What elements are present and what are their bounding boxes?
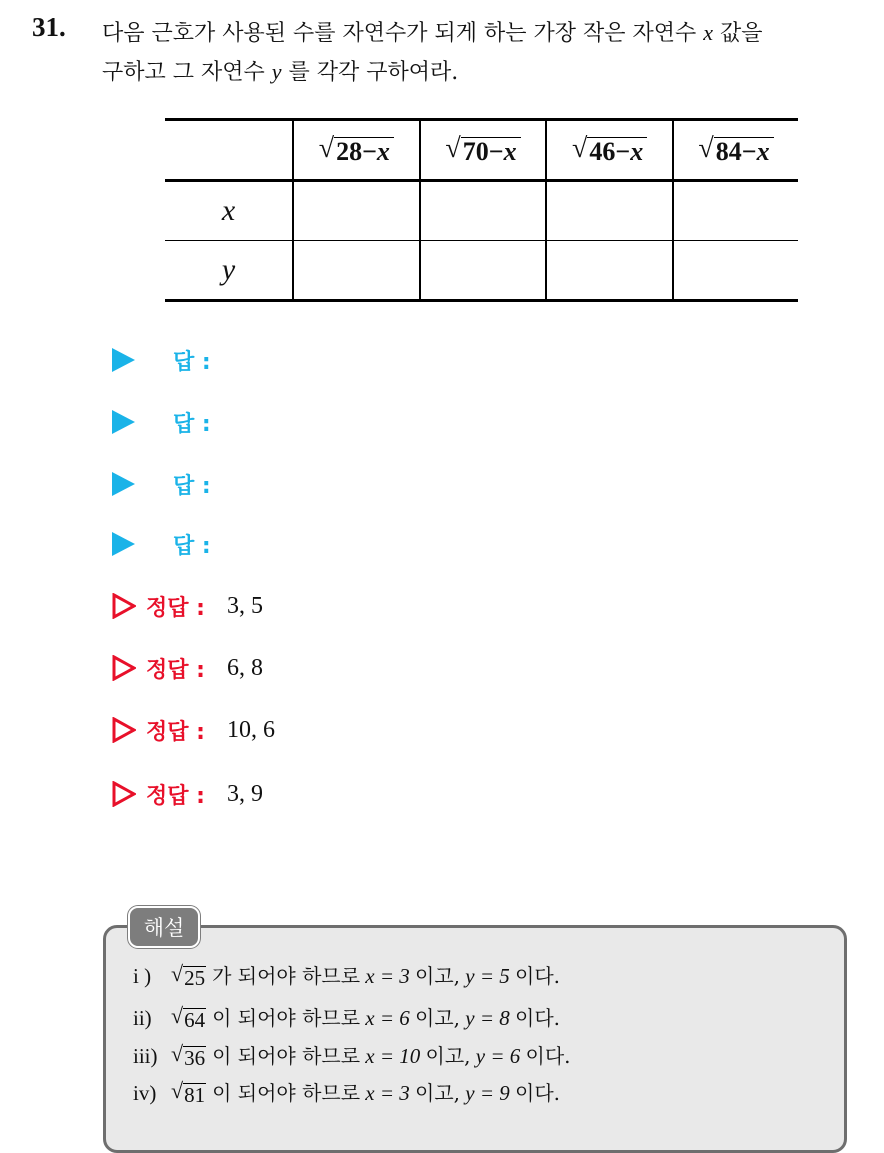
x-value: x = 10 [365,1044,421,1068]
explanation-line [133,1077,560,1109]
answer-label: 답 : [173,411,211,437]
variable-x: x [703,20,714,45]
explanation-text: 이 되어야 하므로 [212,1081,361,1105]
answer-label: 답 : [173,533,211,559]
table-cell-input[interactable] [420,241,547,301]
explanation-text: 이고, [415,1081,461,1105]
variable-y: y [271,59,282,84]
question-text [102,14,872,92]
line-number: ii) [133,1006,152,1030]
table-row-y [165,241,798,301]
y-value: y = 6 [475,1044,521,1068]
play-triangle-icon [112,410,135,434]
question-number: 31. [32,12,66,42]
line-number: i ) [133,964,152,988]
table-cell-input[interactable] [673,241,798,301]
table-header-cell: √ 46−x [546,120,673,181]
answer-row[interactable] [112,402,211,442]
correct-value: 6, 8 [226,654,263,681]
sqrt-expression: √ 36 [171,1041,206,1070]
answer-label: 답 : [173,473,211,499]
table-cell-input[interactable] [420,181,547,241]
explanation-line [133,1040,571,1072]
explanation-text: 이고, [415,964,461,988]
explanation-tag: 해설 [128,906,200,948]
explanation-text: 이고, [415,1006,461,1030]
question-text-part: 값을 [720,21,763,46]
correct-label: 정답 : [146,595,205,621]
outline-triangle-icon [112,717,136,743]
table-header-row [165,120,798,181]
explanation-line [133,1002,560,1034]
x-value: x = 3 [365,1081,410,1105]
explanation-text: 이 되어야 하므로 [212,1006,361,1030]
outline-triangle-icon [112,593,136,619]
question-text-part: 다음 근호가 사용된 수를 자연수가 되게 하는 가장 작은 자연수 [102,21,697,46]
line-number: iii) [133,1044,158,1068]
answer-row[interactable] [112,464,211,504]
sqrt-expression: √ 25 [171,961,206,990]
table-cell-input[interactable] [546,241,673,301]
explanation-text: 이다. [515,1006,561,1030]
correct-answer-row [112,648,263,688]
explanation-line [133,960,560,992]
table-cell-input[interactable] [673,181,798,241]
correct-value: 3, 5 [226,592,263,619]
question-text-part: 구하고 그 자연수 [102,60,265,85]
answer-label: 답 : [173,349,211,375]
outline-triangle-icon [112,655,136,681]
explanation-text: 이다. [525,1044,571,1068]
answer-row[interactable] [112,524,211,564]
row-label-x: x [165,181,293,241]
x-value: x = 3 [365,964,410,988]
correct-value: 3, 9 [226,780,263,807]
explanation-text: 이다. [515,964,561,988]
table-header-cell: √ 70−x [420,120,547,181]
explanation-text: 이다. [515,1081,561,1105]
line-number: iv) [133,1081,157,1105]
play-triangle-icon [112,532,135,556]
correct-label: 정답 : [146,657,205,683]
correct-label: 정답 : [146,719,205,745]
table-header-cell: √ 28−x [293,120,420,181]
question-line-2 [102,53,872,92]
table-row-x [165,181,798,241]
correct-value: 10, 6 [226,716,275,743]
question-text-part: 를 각각 구하여라. [288,60,459,85]
table-cell-input[interactable] [293,241,420,301]
answer-table [165,118,798,302]
play-triangle-icon [112,348,135,372]
correct-label: 정답 : [146,783,205,809]
correct-answer-row [112,586,263,626]
explanation-text: 가 되어야 하므로 [212,964,361,988]
question-line-1 [102,14,872,53]
sqrt-expression: √ 64 [171,1003,206,1032]
y-value: y = 5 [465,964,510,988]
table-cell-input[interactable] [293,181,420,241]
explanation-text: 이고, [425,1044,471,1068]
table-corner-cell [165,120,293,181]
outline-triangle-icon [112,781,136,807]
row-label-y: y [165,241,293,301]
explanation-text: 이 되어야 하므로 [212,1044,361,1068]
y-value: y = 9 [465,1081,510,1105]
play-triangle-icon [112,472,135,496]
sqrt-expression: √ 81 [171,1078,206,1107]
correct-answer-row [112,774,263,814]
correct-answer-row [112,710,275,750]
x-value: x = 6 [365,1006,410,1030]
answer-row[interactable] [112,340,211,380]
table-header-cell: √ 84−x [673,120,798,181]
y-value: y = 8 [465,1006,510,1030]
table-cell-input[interactable] [546,181,673,241]
